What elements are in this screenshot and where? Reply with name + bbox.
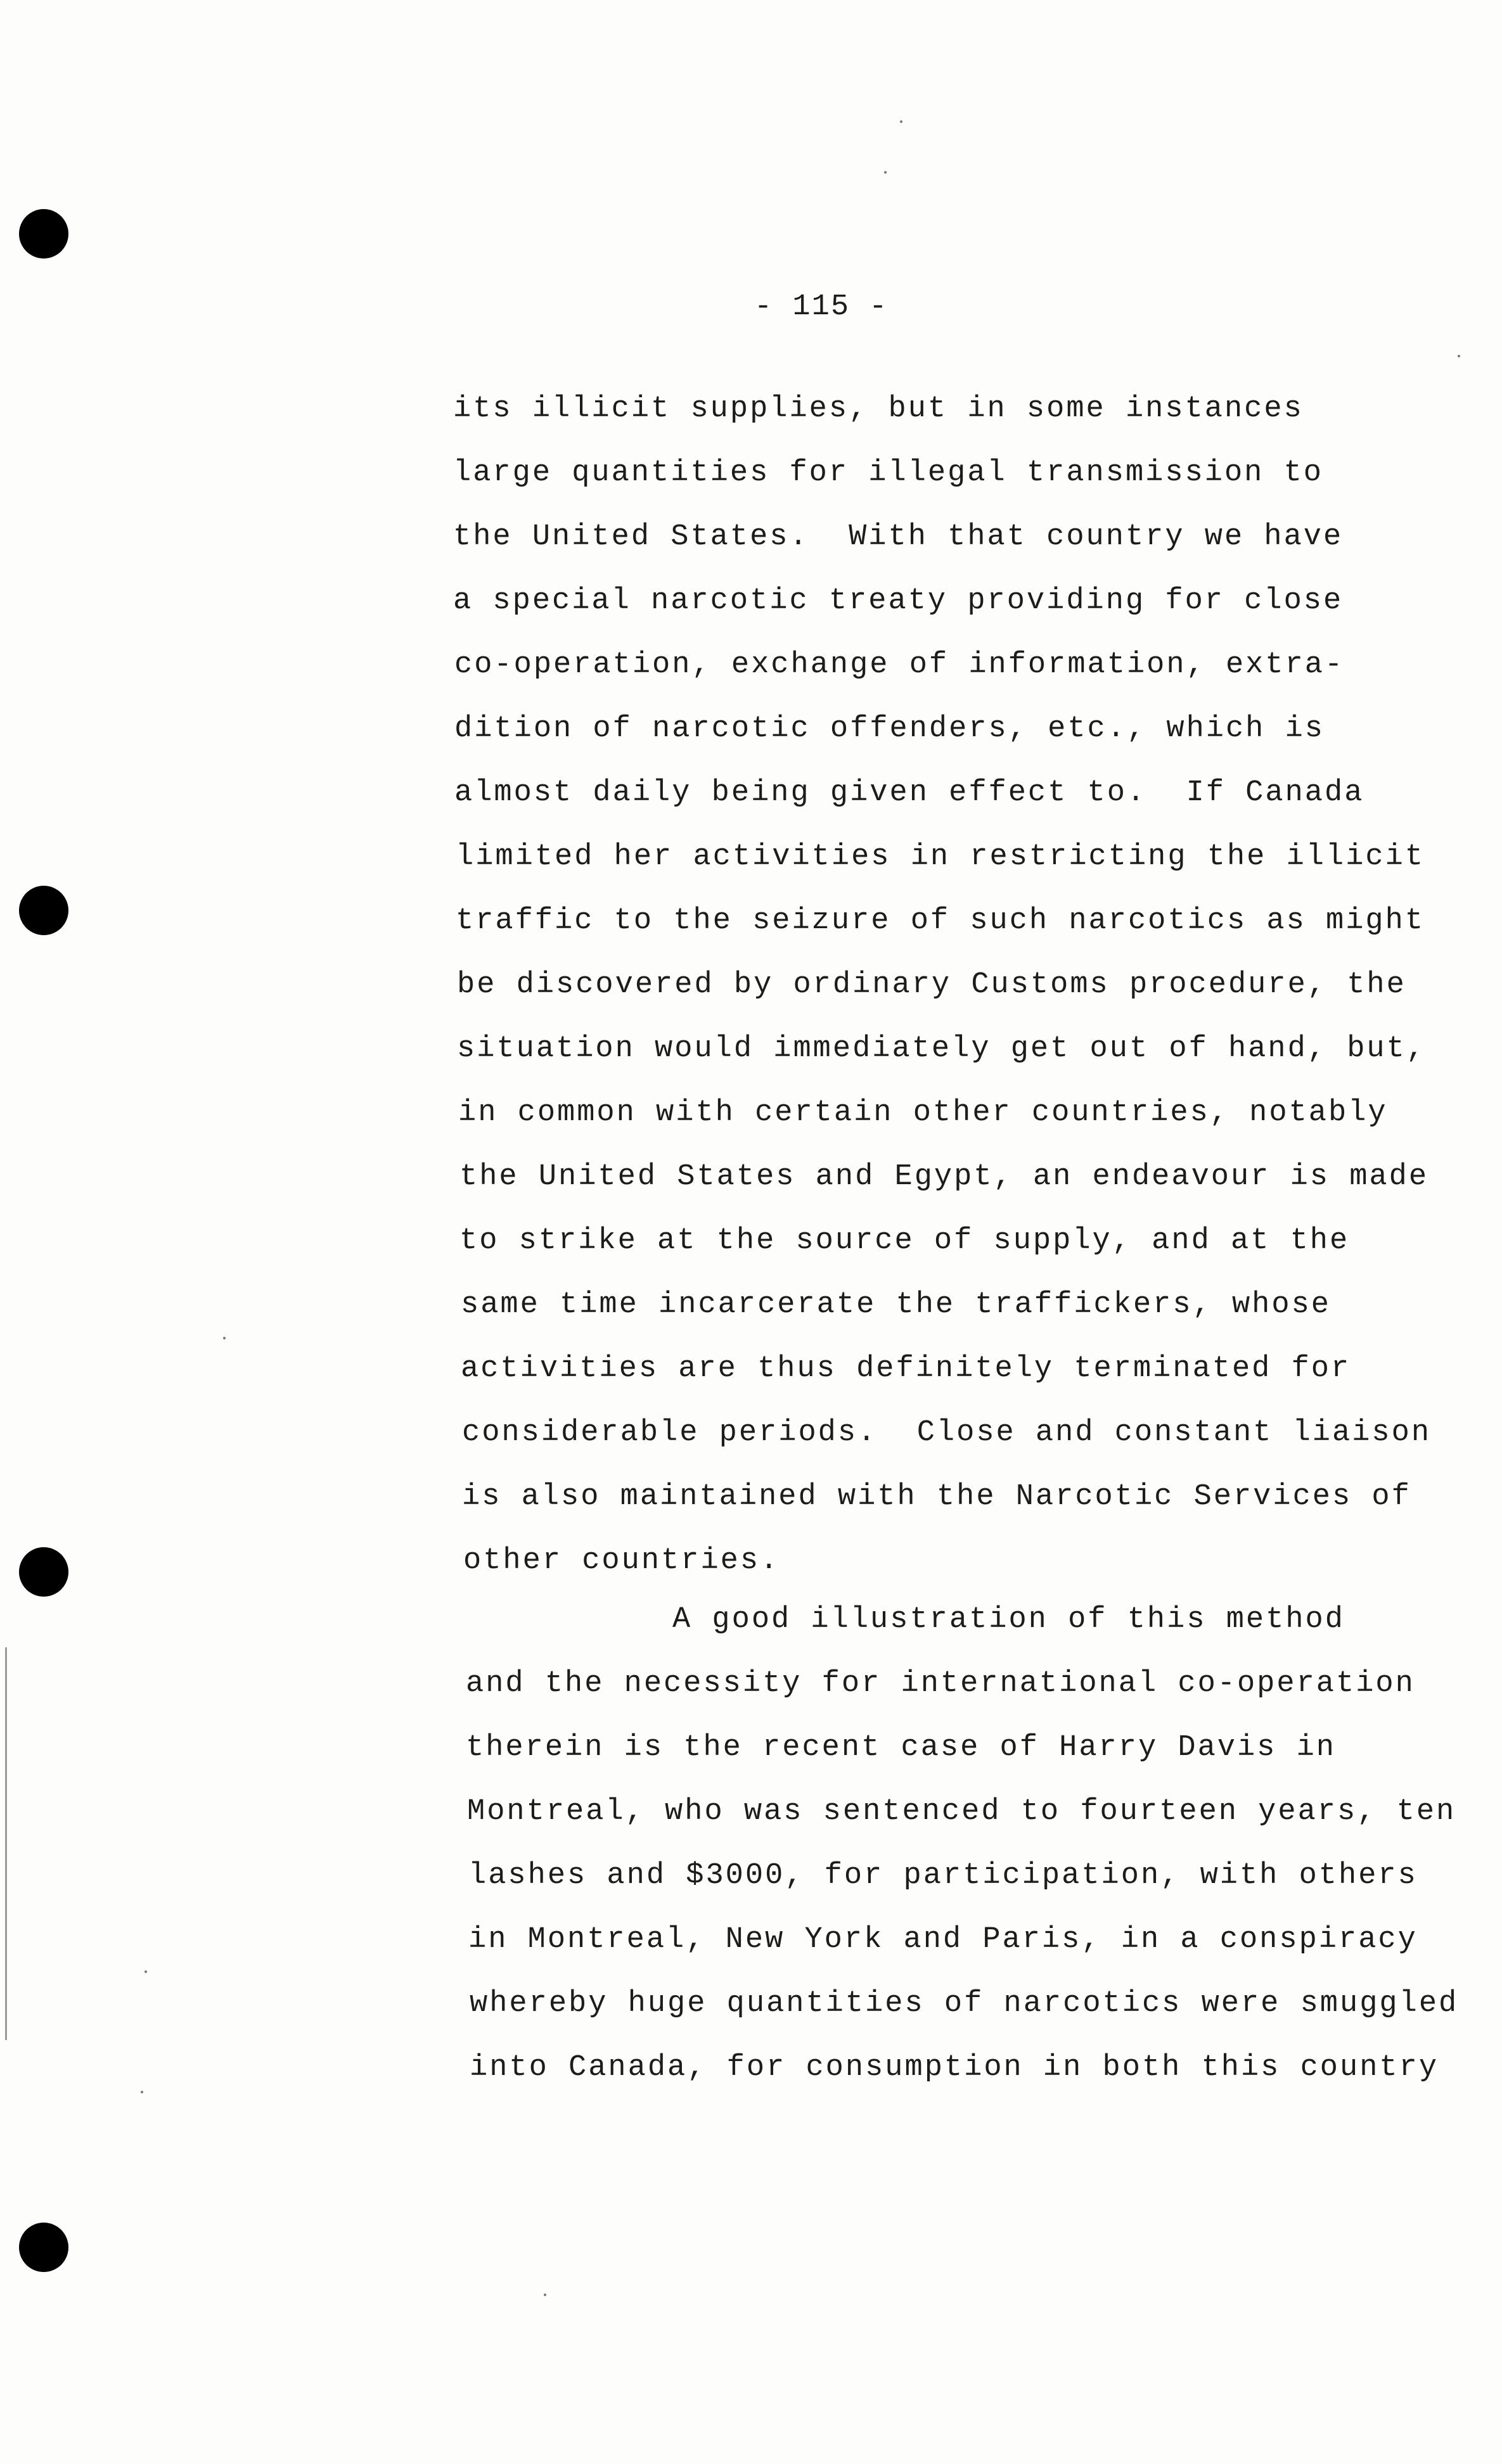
text-line: same time incarcerate the traffickers, whose xyxy=(461,1288,1332,1322)
speck xyxy=(884,171,887,174)
speck xyxy=(1458,355,1460,357)
text-line: large quantities for illegal transmission to xyxy=(453,456,1324,490)
page-edge-mark xyxy=(5,1647,7,2040)
text-line: in Montreal, New York and Paris, in a conspiracy xyxy=(468,1923,1418,1957)
text-line: other countries. xyxy=(463,1544,780,1578)
text-line: the United States and Egypt, an endeavour is made xyxy=(459,1160,1429,1194)
speck xyxy=(144,1970,147,1973)
text-line: traffic to the seizure of such narcotics as might xyxy=(456,904,1425,938)
binder-hole-2 xyxy=(19,886,68,935)
text-line: is also maintained with the Narcotic Services of xyxy=(462,1480,1411,1514)
text-line: its illicit supplies, but in some instances xyxy=(453,392,1304,426)
text-line: considerable periods. Close and constant liaison xyxy=(462,1416,1432,1450)
text-line: and the necessity for international co-operation xyxy=(466,1667,1415,1701)
binder-hole-4 xyxy=(19,2223,68,2272)
text-line: situation would immediately get out of hand, but, xyxy=(457,1032,1427,1066)
text-line: a special narcotic treaty providing for close xyxy=(453,584,1344,618)
text-line: be discovered by ordinary Customs procedure, the xyxy=(457,968,1406,1002)
text-line: therein is the recent case of Harry Davis in xyxy=(466,1731,1337,1765)
text-line: A good illustration of this method xyxy=(672,1603,1345,1637)
text-line: lashes and $3000, for participation, with others xyxy=(468,1859,1418,1893)
speck xyxy=(544,2294,546,2296)
text-line: almost daily being given effect to. If Canada xyxy=(454,776,1364,810)
speck xyxy=(900,120,902,123)
text-line: Montreal, who was sentenced to fourteen years, ten xyxy=(467,1795,1456,1829)
binder-hole-3 xyxy=(19,1547,68,1597)
speck xyxy=(223,1337,226,1339)
page-number: - 115 - xyxy=(754,290,889,324)
text-line: in common with certain other countries, notably xyxy=(458,1096,1388,1130)
text-line: limited her activities in restricting the illicit xyxy=(456,840,1425,874)
text-line: dition of narcotic offenders, etc., which is xyxy=(454,712,1325,746)
speck xyxy=(141,2091,143,2093)
text-line: whereby huge quantities of narcotics were smuggled xyxy=(470,1987,1459,2020)
text-line: co-operation, exchange of information, extra- xyxy=(454,648,1345,682)
text-line: the United States. With that country we have xyxy=(453,520,1344,554)
binder-hole-1 xyxy=(19,209,68,259)
text-line: activities are thus definitely terminated for xyxy=(461,1352,1351,1386)
text-line: to strike at the source of supply, and at the xyxy=(459,1224,1350,1258)
text-line: into Canada, for consumption in both this country xyxy=(470,2051,1439,2084)
